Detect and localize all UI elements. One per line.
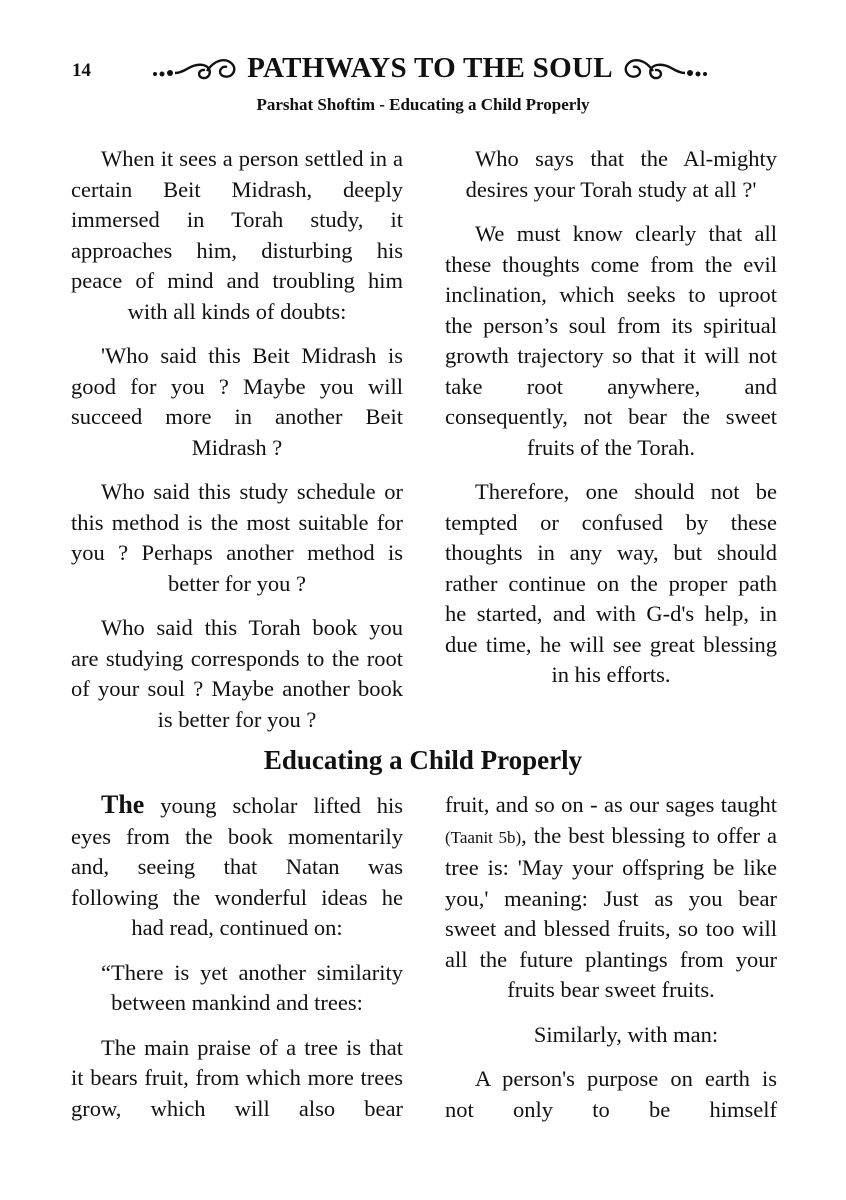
paragraph: 'Who said this Beit Midrash is good for you ? Maybe you will succeed more in another Beit Midrash ? bbox=[71, 343, 403, 460]
page-number: 14 bbox=[72, 60, 91, 81]
lead-word: The bbox=[101, 790, 145, 819]
chapter-subtitle: Parshat Shoftim - Educating a Child Properly bbox=[256, 95, 590, 114]
paragraph: A person's purpose on earth is not only to be himself bbox=[445, 1066, 777, 1122]
top-left-column bbox=[71, 144, 403, 749]
top-columns bbox=[71, 144, 777, 749]
paragraph bbox=[71, 790, 403, 944]
top-right-column bbox=[445, 144, 777, 749]
paragraph: Who says that the Al-mighty desires your Torah study at all ?' bbox=[465, 146, 777, 202]
bottom-left-column bbox=[71, 790, 403, 1139]
paragraph-text: young scholar lifted his eyes from the book momentarily and, seeing that Natan was following the wonderful ideas he had read, continued on: bbox=[71, 793, 403, 940]
flourish-left-icon bbox=[151, 53, 237, 83]
running-title bbox=[120, 48, 740, 88]
paragraph bbox=[445, 790, 777, 1006]
paragraph-text: fruit, and so on - as our sages taught bbox=[445, 792, 777, 817]
paragraph: Similarly, with man: bbox=[533, 1021, 719, 1047]
paragraph: When it sees a person settled in a certain Beit Midrash, deeply immersed in Torah study, it approaches him, disturbing his peace of mind and troubling him with all kinds of doubts: bbox=[71, 146, 403, 324]
citation: (Taanit 5b) bbox=[445, 827, 522, 847]
paragraph: Who said this study schedule or this method is the most suitable for you ? Perhaps another method is better for you ? bbox=[71, 479, 403, 596]
running-title-text: PATHWAYS TO THE SOUL bbox=[247, 51, 613, 84]
paragraph: Who said this Torah book you are studying corresponds to the root of your soul ? Maybe another book is better for you ? bbox=[71, 615, 403, 732]
paragraph: We must know clearly that all these thoughts come from the evil inclination, which seeks to uproot the person’s soul from its spiritual growth trajectory so that it will not take root anywhere, and consequently, not bear the sweet fruits of the Torah. bbox=[445, 221, 777, 460]
paragraph: The main praise of a tree is that it bears fruit, from which more trees grow, which will also bear bbox=[71, 1034, 403, 1121]
paragraph: Therefore, one should not be tempted or confused by these thoughts in any way, but should rather continue on the proper path he started, and with G-d's help, in due time, he will see great blessing in his efforts. bbox=[445, 479, 777, 687]
bottom-columns bbox=[71, 790, 777, 1139]
flourish-right-icon bbox=[623, 53, 709, 83]
bottom-right-column bbox=[445, 790, 777, 1139]
paragraph-text: , the best blessing to offer a tree is: 'May your offspring be like you,' meaning: Just as you bear sweet and blessed fruits, so too will all the future plantings from your fruits bear sweet fruits. bbox=[445, 822, 777, 1002]
paragraph: “There is yet another similarity between mankind and trees: bbox=[101, 959, 403, 1015]
section-heading: Educating a Child Properly bbox=[263, 745, 583, 775]
